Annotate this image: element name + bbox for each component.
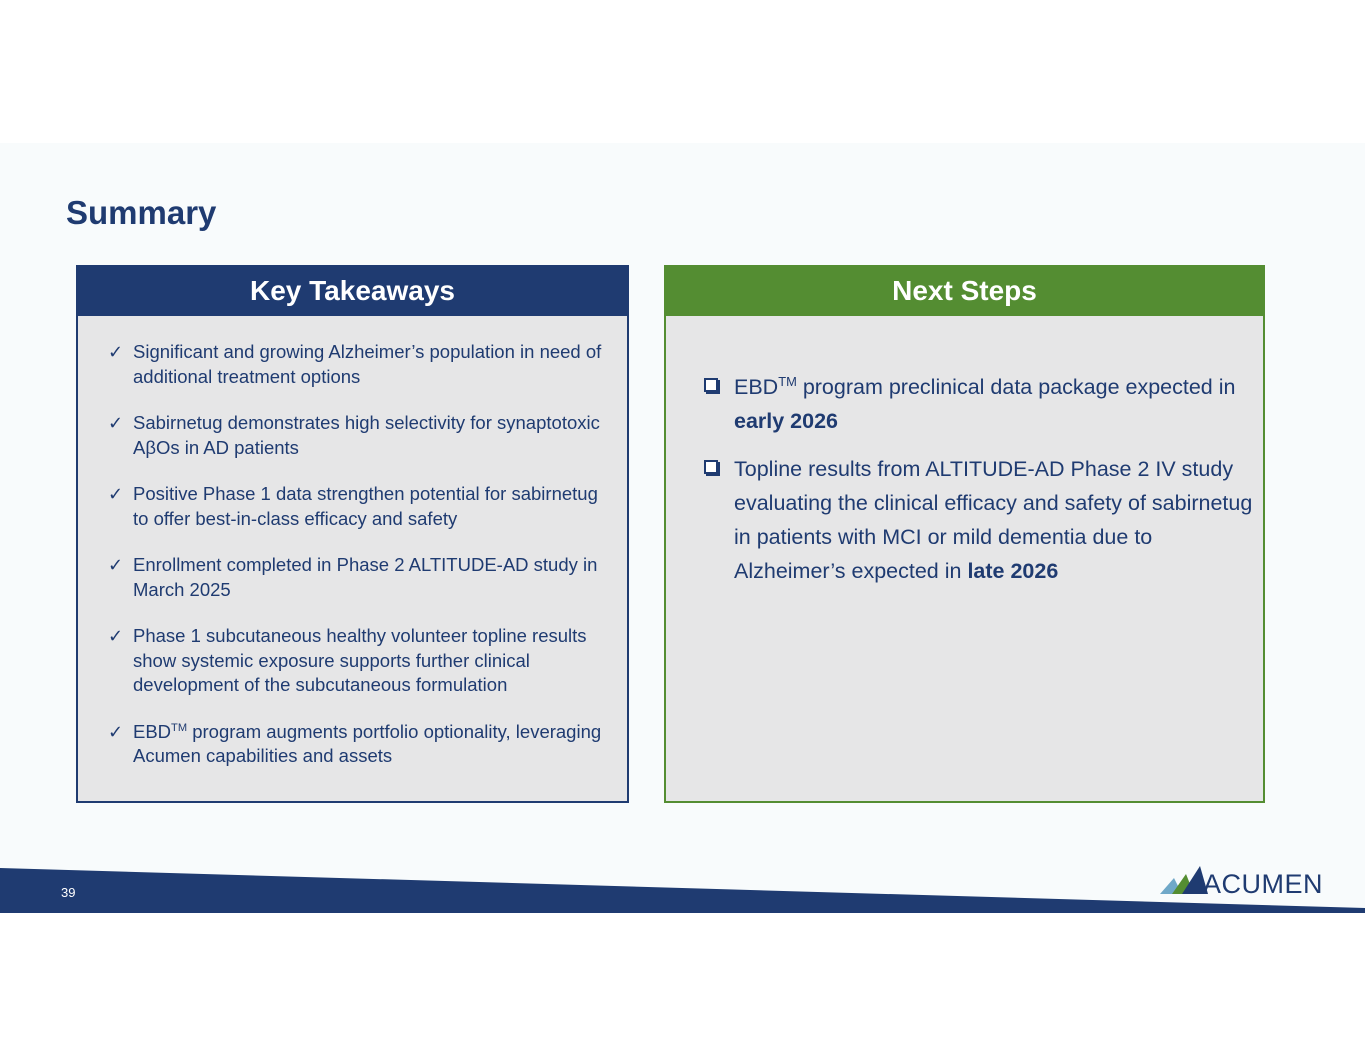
takeaway-item — [108, 411, 617, 460]
checkmark-icon: ✓ — [108, 342, 124, 362]
key-takeaways-list — [78, 316, 627, 769]
next-step-item — [704, 370, 1255, 438]
checkmark-icon: ✓ — [108, 555, 124, 575]
takeaway-item — [108, 720, 617, 769]
next-step-item — [704, 452, 1255, 588]
next-steps-list — [666, 316, 1263, 588]
checkmark-icon: ✓ — [108, 626, 124, 646]
next-step-date: early 2026 — [734, 409, 839, 433]
key-takeaways-panel — [76, 265, 629, 803]
checkmark-icon: ✓ — [108, 721, 124, 742]
takeaway-prefix: EBD — [133, 720, 172, 742]
takeaway-text: Sabirnetug demonstrates high selectivity for synaptotoxic AβOs in AD patients — [133, 412, 600, 458]
takeaway-item — [108, 340, 617, 389]
page-number: 39 — [61, 885, 76, 900]
checkmark-icon: ✓ — [108, 484, 124, 504]
takeaway-item — [108, 624, 617, 698]
slide — [0, 143, 1365, 913]
next-step-prefix: EBD — [734, 375, 779, 399]
logo-text: ACUMEN — [1203, 869, 1324, 899]
next-step-date: late 2026 — [967, 559, 1059, 583]
next-step-text: Topline results from ALTITUDE-AD Phase 2 IV study evaluating the clinical efficacy and safety of sabirnetug in patients with MCI or mild dementia due to Alzheimer’s expected in — [734, 457, 1253, 583]
checkbox-bullet-icon — [704, 460, 718, 474]
trademark-sup: TM — [778, 373, 797, 389]
takeaway-text: Significant and growing Alzheimer’s population in need of additional treatment options — [133, 341, 602, 387]
takeaway-text: program augments portfolio optionality, leveraging Acumen capabilities and assets — [133, 720, 602, 766]
takeaway-item — [108, 553, 617, 602]
takeaway-text: Phase 1 subcutaneous healthy volunteer topline results show systemic exposure supports further clinical development of the subcutaneous formulation — [133, 625, 587, 695]
checkbox-bullet-icon — [704, 378, 718, 392]
next-steps-panel — [664, 265, 1265, 803]
next-step-text: program preclinical data package expected in — [796, 375, 1236, 399]
next-steps-header: Next Steps — [664, 265, 1265, 316]
key-takeaways-header: Key Takeaways — [76, 265, 629, 316]
trademark-sup: TM — [171, 721, 188, 734]
page-title: Summary — [66, 194, 217, 231]
takeaway-text: Enrollment completed in Phase 2 ALTITUDE-AD study in March 2025 — [133, 554, 598, 600]
checkmark-icon: ✓ — [108, 413, 124, 433]
takeaway-text: Positive Phase 1 data strengthen potential for sabirnetug to offer best-in-class efficacy and safety — [133, 483, 598, 529]
takeaway-item — [108, 482, 617, 531]
